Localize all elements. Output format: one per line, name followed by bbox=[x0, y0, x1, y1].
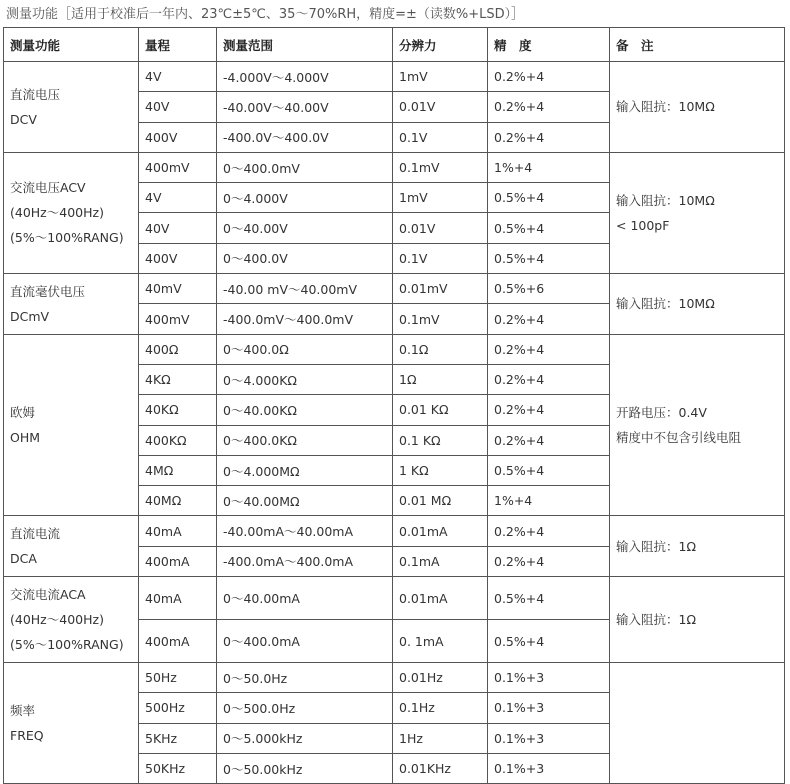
accuracy-cell: 0.2%+4 bbox=[488, 516, 610, 546]
accuracy-cell: 1%+4 bbox=[488, 486, 610, 516]
measure-range-cell: 0～500.0Hz bbox=[217, 693, 393, 723]
resolution-cell: 0.1mV bbox=[393, 152, 488, 182]
measure-range-cell: 0～40.00KΩ bbox=[217, 395, 393, 425]
resolution-cell: 1Ω bbox=[393, 364, 488, 394]
resolution-cell: 0.1Ω bbox=[393, 334, 488, 364]
resolution-cell: 0.1Hz bbox=[393, 693, 488, 723]
header-accuracy: 精 度 bbox=[488, 28, 610, 62]
accuracy-cell: 0.5%+4 bbox=[488, 620, 610, 663]
range-cell: 400mA bbox=[139, 620, 217, 663]
resolution-cell: 1mV bbox=[393, 62, 488, 92]
note-label: < 100pF bbox=[616, 217, 670, 233]
resolution-cell: 1 KΩ bbox=[393, 455, 488, 485]
table-row bbox=[4, 334, 785, 364]
accuracy-cell: 0.5%+4 bbox=[488, 243, 610, 273]
resolution-cell: 0.01V bbox=[393, 213, 488, 243]
function-label: (40Hz～400Hz) bbox=[10, 205, 104, 221]
measure-range-cell: -40.00 mV～40.00mV bbox=[217, 274, 393, 304]
note-cell bbox=[610, 334, 785, 516]
range-cell: 4V bbox=[139, 62, 217, 92]
range-cell: 5KHz bbox=[139, 723, 217, 753]
accuracy-cell: 0.1%+3 bbox=[488, 753, 610, 783]
note-cell bbox=[610, 274, 785, 335]
function-label: 欧姆 bbox=[10, 405, 36, 421]
measure-range-cell: 0～400.0KΩ bbox=[217, 425, 393, 455]
resolution-cell: 0.01 KΩ bbox=[393, 395, 488, 425]
note-label: 输入阻抗：10MΩ bbox=[616, 99, 715, 115]
accuracy-cell: 0.5%+4 bbox=[488, 213, 610, 243]
measure-range-cell: 0～50.00kHz bbox=[217, 753, 393, 783]
range-cell: 40mV bbox=[139, 274, 217, 304]
range-cell: 40MΩ bbox=[139, 486, 217, 516]
function-cell bbox=[4, 274, 139, 335]
table-row bbox=[4, 62, 785, 92]
range-cell: 4KΩ bbox=[139, 364, 217, 394]
measure-range-cell: 0～4.000MΩ bbox=[217, 455, 393, 485]
header-resolution: 分辨力 bbox=[393, 28, 488, 62]
measure-range-cell: 0～400.0mV bbox=[217, 152, 393, 182]
function-label: (5%～100%RANG) bbox=[10, 230, 124, 246]
table-row bbox=[4, 152, 785, 182]
resolution-cell: 0.1mA bbox=[393, 546, 488, 576]
accuracy-cell: 0.2%+4 bbox=[488, 62, 610, 92]
note-cell bbox=[610, 516, 785, 577]
resolution-cell: 0.01V bbox=[393, 92, 488, 122]
function-label: OHM bbox=[10, 430, 41, 446]
measure-range-cell: 0～400.0mA bbox=[217, 620, 393, 663]
function-label: 交流电压ACV bbox=[10, 180, 86, 196]
range-cell: 40V bbox=[139, 213, 217, 243]
measure-range-cell: 0～5.000kHz bbox=[217, 723, 393, 753]
resolution-cell: 0.1mV bbox=[393, 304, 488, 334]
note-cell bbox=[610, 663, 785, 784]
range-cell: 4MΩ bbox=[139, 455, 217, 485]
resolution-cell: 1mV bbox=[393, 183, 488, 213]
note-cell bbox=[610, 577, 785, 663]
range-cell: 4V bbox=[139, 183, 217, 213]
function-cell bbox=[4, 516, 139, 577]
resolution-cell: 0.1V bbox=[393, 122, 488, 152]
measurement-spec-table bbox=[3, 27, 785, 784]
accuracy-cell: 0.1%+3 bbox=[488, 663, 610, 693]
function-cell bbox=[4, 152, 139, 273]
range-cell: 50KHz bbox=[139, 753, 217, 783]
resolution-cell: 1Hz bbox=[393, 723, 488, 753]
measure-range-cell: -400.0mV～400.0mV bbox=[217, 304, 393, 334]
range-cell: 50Hz bbox=[139, 663, 217, 693]
function-cell bbox=[4, 62, 139, 153]
range-cell: 500Hz bbox=[139, 693, 217, 723]
measure-range-cell: -400.0mA～400.0mA bbox=[217, 546, 393, 576]
accuracy-cell: 0.2%+4 bbox=[488, 334, 610, 364]
note-label: 精度中不包含引线电阻 bbox=[616, 430, 742, 446]
table-row bbox=[4, 274, 785, 304]
accuracy-cell: 0.5%+6 bbox=[488, 274, 610, 304]
function-label: 直流毫伏电压 bbox=[10, 283, 86, 299]
table-row bbox=[4, 663, 785, 693]
accuracy-cell: 0.5%+4 bbox=[488, 455, 610, 485]
resolution-cell: 0.01mV bbox=[393, 274, 488, 304]
resolution-cell: 0.01KHz bbox=[393, 753, 488, 783]
note-cell bbox=[610, 62, 785, 153]
function-label: FREQ bbox=[10, 728, 44, 744]
accuracy-cell: 0.1%+3 bbox=[488, 723, 610, 753]
range-cell: 40mA bbox=[139, 577, 217, 620]
range-cell: 400Ω bbox=[139, 334, 217, 364]
note-label: 开路电压：0.4V bbox=[616, 405, 707, 421]
measure-range-cell: 0～40.00MΩ bbox=[217, 486, 393, 516]
function-label: 频率 bbox=[10, 703, 36, 719]
function-cell bbox=[4, 577, 139, 663]
function-cell bbox=[4, 663, 139, 784]
function-label: (5%～100%RANG) bbox=[10, 637, 124, 653]
range-cell: 400mA bbox=[139, 546, 217, 576]
accuracy-cell: 0.2%+4 bbox=[488, 395, 610, 425]
measure-range-cell: -400.0V～400.0V bbox=[217, 122, 393, 152]
accuracy-cell: 0.2%+4 bbox=[488, 122, 610, 152]
function-label: 直流电压 bbox=[10, 86, 61, 102]
accuracy-cell: 0.2%+4 bbox=[488, 425, 610, 455]
measure-range-cell: 0～4.000V bbox=[217, 183, 393, 213]
resolution-cell: 0.1V bbox=[393, 243, 488, 273]
note-label: 输入阻抗：1Ω bbox=[616, 538, 697, 554]
function-cell bbox=[4, 334, 139, 516]
measure-range-cell: 0～400.0Ω bbox=[217, 334, 393, 364]
note-label: 输入阻抗：10MΩ bbox=[616, 192, 715, 208]
accuracy-cell: 0.2%+4 bbox=[488, 92, 610, 122]
header-function: 测量功能 bbox=[4, 28, 139, 62]
measure-range-cell: 0～400.0V bbox=[217, 243, 393, 273]
header-measure-range: 测量范围 bbox=[217, 28, 393, 62]
header-notes: 备 注 bbox=[610, 28, 785, 62]
accuracy-cell: 1%+4 bbox=[488, 152, 610, 182]
measure-range-cell: 0～50.0Hz bbox=[217, 663, 393, 693]
accuracy-cell: 0.5%+4 bbox=[488, 577, 610, 620]
note-label: 输入阻抗：1Ω bbox=[616, 612, 697, 628]
header-range: 量程 bbox=[139, 28, 217, 62]
range-cell: 400KΩ bbox=[139, 425, 217, 455]
measure-range-cell: -40.00mA～40.00mA bbox=[217, 516, 393, 546]
range-cell: 40KΩ bbox=[139, 395, 217, 425]
note-label: 输入阻抗：10MΩ bbox=[616, 296, 715, 312]
accuracy-cell: 0.2%+4 bbox=[488, 546, 610, 576]
table-row bbox=[4, 516, 785, 546]
range-cell: 400V bbox=[139, 243, 217, 273]
header-row bbox=[4, 28, 785, 62]
accuracy-cell: 0.5%+4 bbox=[488, 183, 610, 213]
function-label: 交流电流ACA bbox=[10, 587, 86, 603]
accuracy-cell: 0.2%+4 bbox=[488, 304, 610, 334]
function-label: 直流电流 bbox=[10, 526, 61, 542]
resolution-cell: 0.01mA bbox=[393, 516, 488, 546]
note-cell bbox=[610, 152, 785, 273]
function-label: DCV bbox=[10, 111, 37, 127]
function-label: DCA bbox=[10, 551, 37, 567]
measure-range-cell: 0～40.00mA bbox=[217, 577, 393, 620]
resolution-cell: 0.01mA bbox=[393, 577, 488, 620]
range-cell: 400mV bbox=[139, 304, 217, 334]
measure-range-cell: -40.00V～40.00V bbox=[217, 92, 393, 122]
function-label: (40Hz～400Hz) bbox=[10, 612, 104, 628]
resolution-cell: 0.01Hz bbox=[393, 663, 488, 693]
range-cell: 400mV bbox=[139, 152, 217, 182]
range-cell: 40mA bbox=[139, 516, 217, 546]
table-caption: 测量功能［适用于校准后一年内、23℃±5℃、35～70%RH，精度=±（读数%+LSD）］ bbox=[6, 7, 525, 22]
accuracy-cell: 0.2%+4 bbox=[488, 364, 610, 394]
measure-range-cell: -4.000V～4.000V bbox=[217, 62, 393, 92]
range-cell: 400V bbox=[139, 122, 217, 152]
range-cell: 40V bbox=[139, 92, 217, 122]
measure-range-cell: 0～4.000KΩ bbox=[217, 364, 393, 394]
resolution-cell: 0.1 KΩ bbox=[393, 425, 488, 455]
accuracy-cell: 0.1%+3 bbox=[488, 693, 610, 723]
table-body bbox=[4, 62, 785, 784]
table-row bbox=[4, 577, 785, 620]
resolution-cell: 0.01 MΩ bbox=[393, 486, 488, 516]
measure-range-cell: 0～40.00V bbox=[217, 213, 393, 243]
resolution-cell: 0. 1mA bbox=[393, 620, 488, 663]
function-label: DCmV bbox=[10, 308, 50, 324]
